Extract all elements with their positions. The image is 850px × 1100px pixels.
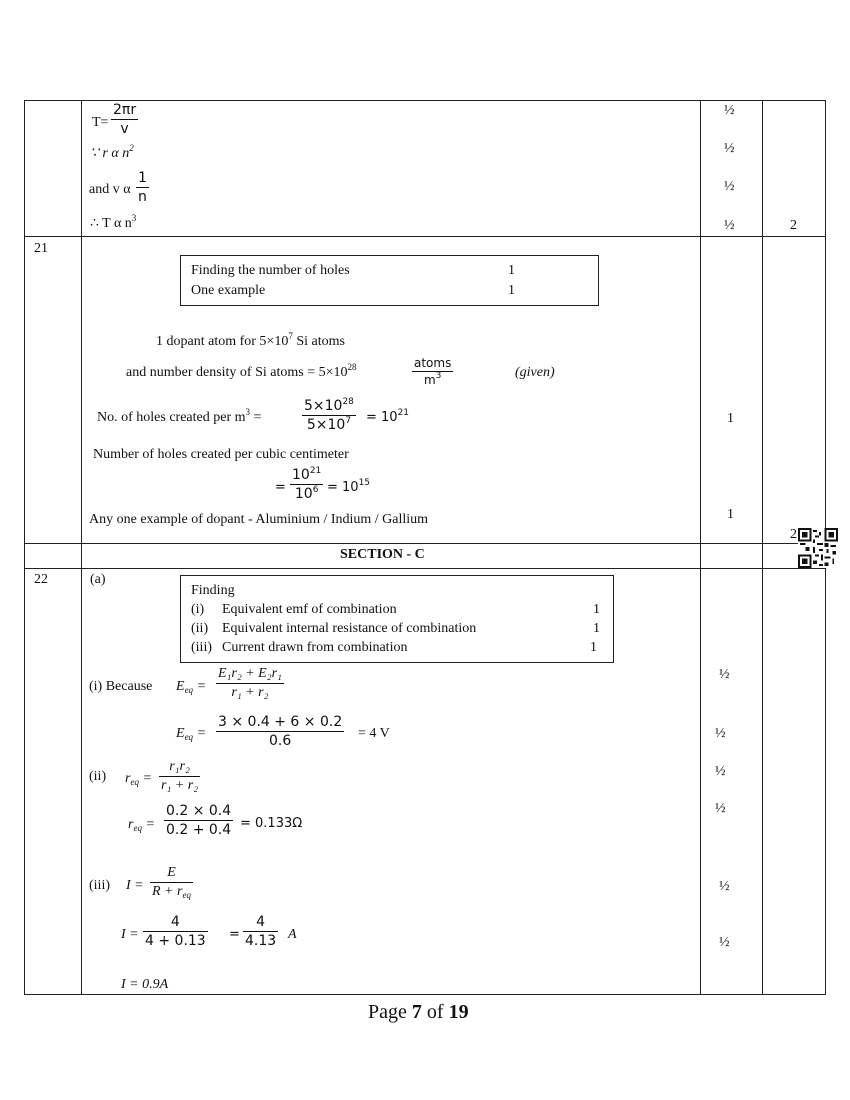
footer-prefix: Page	[368, 1001, 412, 1023]
q22-scheme-mark-1: 1	[593, 602, 600, 617]
q21-density-text: and number density of Si atoms = 5×10	[126, 365, 348, 380]
q22-iii2-fraction-2	[243, 915, 278, 948]
section-c-heading: SECTION - C	[340, 547, 425, 562]
q21-scheme-item-1: Finding the number of holes	[191, 263, 350, 278]
q22-iii3: I = 0.9A	[121, 977, 169, 992]
q21-cc-num: 10	[292, 467, 310, 483]
q22-ii2-result: = 0.133Ω	[240, 816, 303, 831]
q21-cc-result-text: = 10	[327, 480, 359, 495]
q20-mark-4: ½	[724, 218, 735, 233]
q20-r-proportionality	[90, 143, 134, 161]
q20-mark-2: ½	[724, 141, 735, 156]
q22-i2-equals: =	[193, 726, 207, 741]
q22-ii2-lhs-text: r	[128, 817, 134, 832]
q21-density-unit-den-exp: 3	[435, 371, 442, 381]
q21-cc-result	[327, 478, 371, 495]
q22-scheme-item-2: Equivalent internal resistance of combination	[222, 621, 477, 636]
q22-i2-fraction	[216, 715, 344, 748]
q22-ii2-denominator: 0.2 + 0.4	[166, 822, 232, 838]
q21-mark-1: 1	[727, 411, 734, 426]
q21-given: (given)	[515, 365, 555, 380]
q21-holes-result-text: = 10	[366, 410, 398, 425]
footer-current-page: 7	[411, 1001, 422, 1023]
q21-holes-fraction	[302, 399, 356, 432]
q20-t-numerator: 2πr	[113, 102, 137, 118]
q22-iii-den-sub: eq	[182, 890, 191, 900]
q22-scheme-mark-2: 1	[593, 621, 600, 636]
q21-total: 2	[790, 527, 797, 542]
q20-t-fraction	[111, 103, 138, 136]
q21-density-unit-num: atoms	[414, 356, 452, 370]
footer-of: of	[421, 1001, 449, 1023]
q20-r-exp: 2	[129, 143, 134, 153]
q21-scheme-mark-2: 1	[508, 283, 515, 298]
q22-ii-lhs	[125, 772, 152, 786]
q21-holes-per-m3	[97, 407, 262, 425]
q21-holes-den-exp: 7	[345, 416, 352, 426]
q21-number: 21	[34, 241, 48, 256]
page-footer	[368, 1002, 469, 1022]
q22-iii2-num2: 4	[243, 915, 278, 932]
q20-mark-1: ½	[724, 103, 735, 118]
q21-example: Any one example of dopant - Aluminium / Indium / Gallium	[89, 512, 429, 527]
q20-v-prop-text: and v α	[89, 182, 131, 197]
q21-cc-num-wrap	[290, 468, 323, 485]
q22-ii-label: (ii)	[89, 769, 107, 784]
q21-holes-num-exp: 28	[342, 397, 354, 407]
q22-i-equals: =	[193, 679, 207, 694]
q22-i2-lhs-sub: eq	[184, 732, 194, 742]
q22-i2-lhs-text: E	[176, 726, 185, 741]
q21-dopant-exp: 7	[288, 331, 293, 341]
q22-iii2-den2: 4.13	[245, 933, 277, 949]
q22-mark-2: ½	[715, 726, 726, 741]
q21-density-exp: 28	[347, 362, 357, 372]
q22-scheme-item-3: Current drawn from combination	[222, 640, 408, 655]
q22-iii-numerator: E	[150, 866, 193, 883]
q22-ii-equals: =	[138, 771, 152, 786]
q20-t-denominator: v	[120, 121, 129, 137]
q22-iii2-unit: A	[288, 927, 297, 942]
q21-cc-label: Number of holes created per cubic centimeter	[93, 447, 349, 462]
col-divider-number	[81, 100, 82, 995]
q22-i-lhs-text: E	[176, 679, 185, 694]
q22-mark-6: ½	[719, 935, 730, 950]
q22-ii2-lhs	[128, 818, 155, 832]
q22-scheme-num-1: (i)	[191, 602, 205, 617]
q21-cc-fraction	[290, 468, 323, 501]
q21-dopant-text: 1 dopant atom for 5×10	[156, 334, 289, 349]
q21-holes-result-exp: 21	[397, 408, 410, 418]
q21-density-unit-den-wrap	[412, 372, 453, 386]
q22-ii-lhs-sub: eq	[130, 777, 139, 787]
q22-iii2-eq: =	[229, 927, 240, 942]
q22-ii2-equals: =	[141, 817, 155, 832]
q22-scheme-mark-3: 1	[590, 640, 597, 655]
q21-cc-den-wrap	[290, 485, 323, 501]
q21-holes-result	[366, 408, 410, 425]
q22-ii-denominator: r₁ + r₂	[161, 778, 199, 793]
q21-holes-num: 5×10	[304, 398, 343, 414]
q22-scheme-item-1: Equivalent emf of combination	[222, 602, 397, 617]
q21-dopant-tail: Si atoms	[292, 334, 345, 349]
q21-cc-eq: =	[275, 480, 286, 495]
q22-i-fraction	[216, 667, 284, 700]
q21-cc-num-exp: 21	[309, 466, 322, 476]
q21-scheme-item-2: One example	[191, 283, 266, 298]
q22-ii2-lhs-sub: eq	[133, 823, 142, 833]
col-divider-marks	[700, 100, 701, 995]
q22-i2-result: = 4 V	[358, 726, 390, 741]
q20-r-prop-text: ∵ r α n	[90, 146, 130, 161]
table-left-border	[24, 100, 25, 995]
q22-number: 22	[34, 572, 48, 587]
q22-iii-den-wrap	[150, 883, 193, 899]
q22-iii-lhs: I =	[126, 878, 144, 893]
q22-mark-3: ½	[715, 764, 726, 779]
q22-i-lhs	[176, 680, 206, 694]
q22-iii2-den1: 4 + 0.13	[145, 933, 206, 949]
q21-holes-den-wrap	[302, 416, 356, 432]
footer-total-pages: 19	[448, 1001, 469, 1023]
q20-v-denominator: n	[138, 189, 147, 205]
q22-i2-numerator: 3 × 0.4 + 6 × 0.2	[218, 714, 343, 730]
q22-ii-fraction	[159, 760, 200, 793]
q20-t-prop-text: ∴ T α n	[90, 216, 132, 231]
q20-v-numerator: 1	[138, 170, 147, 186]
q21-density-line	[126, 362, 357, 380]
q22-i-numerator: E₁r₂ + E₂r₁	[216, 667, 284, 684]
table-top-border	[24, 100, 826, 101]
q21-mark-2: 1	[727, 507, 734, 522]
q21-holes-eq: =	[250, 410, 262, 425]
q22-iii-fraction	[150, 866, 193, 899]
col-divider-total	[762, 100, 763, 995]
q20-v-fraction	[136, 171, 149, 204]
q21-scheme-mark-1: 1	[508, 263, 515, 278]
q22-part: (a)	[90, 572, 106, 587]
q22-iii2-fraction-1	[143, 915, 208, 948]
q21-cc-result-exp: 15	[358, 478, 371, 488]
row-divider-section-c	[24, 543, 826, 544]
q22-mark-5: ½	[719, 879, 730, 894]
q21-holes-num-wrap	[302, 399, 356, 416]
q22-iii2-lhs: I =	[121, 927, 139, 942]
q22-i-lhs-sub: eq	[184, 685, 194, 695]
q22-ii-lhs-text: r	[125, 771, 131, 786]
q22-ii-numerator: r₁r₂	[159, 760, 200, 777]
q22-ii2-numerator: 0.2 × 0.4	[166, 803, 232, 819]
q20-t-exp: 3	[131, 213, 137, 223]
q22-iii2-num1: 4	[143, 915, 208, 932]
q21-holes-label: No. of holes created per m	[97, 410, 246, 425]
row-divider-q22	[24, 568, 826, 569]
q22-iii-denominator: R + r	[152, 884, 183, 899]
q20-t-label: T=	[92, 115, 109, 130]
q22-ii2-fraction	[164, 804, 233, 837]
q21-holes-label-exp: 3	[245, 407, 250, 417]
q22-scheme-num-2: (ii)	[191, 621, 209, 636]
q22-scheme-num-3: (iii)	[191, 640, 212, 655]
q21-dopant-line	[156, 331, 345, 349]
q21-holes-den: 5×10	[306, 417, 346, 433]
q20-t-proportionality	[90, 213, 137, 231]
q22-i-label: (i) Because	[89, 679, 153, 694]
q21-marking-scheme-box	[180, 255, 599, 306]
q22-mark-1: ½	[719, 667, 730, 682]
q20-total: 2	[790, 218, 797, 233]
q21-cc-den: 10	[294, 486, 313, 502]
qr-code-icon	[798, 528, 838, 568]
q22-scheme-title: Finding	[191, 583, 235, 598]
q21-density-unit-fraction	[412, 357, 453, 386]
q22-i2-denominator: 0.6	[268, 733, 292, 749]
q20-mark-3: ½	[724, 179, 735, 194]
q22-iii-label: (iii)	[89, 878, 110, 893]
table-bottom-border	[24, 994, 826, 995]
q22-i2-lhs	[176, 727, 206, 741]
q22-marking-scheme-box	[180, 575, 614, 663]
q21-density-unit-den: m	[423, 373, 436, 387]
q22-mark-4: ½	[715, 801, 726, 816]
row-divider-q21	[24, 236, 826, 237]
q22-i-denominator: r₁ + r₂	[231, 685, 269, 700]
q21-cc-den-exp: 6	[312, 485, 319, 495]
